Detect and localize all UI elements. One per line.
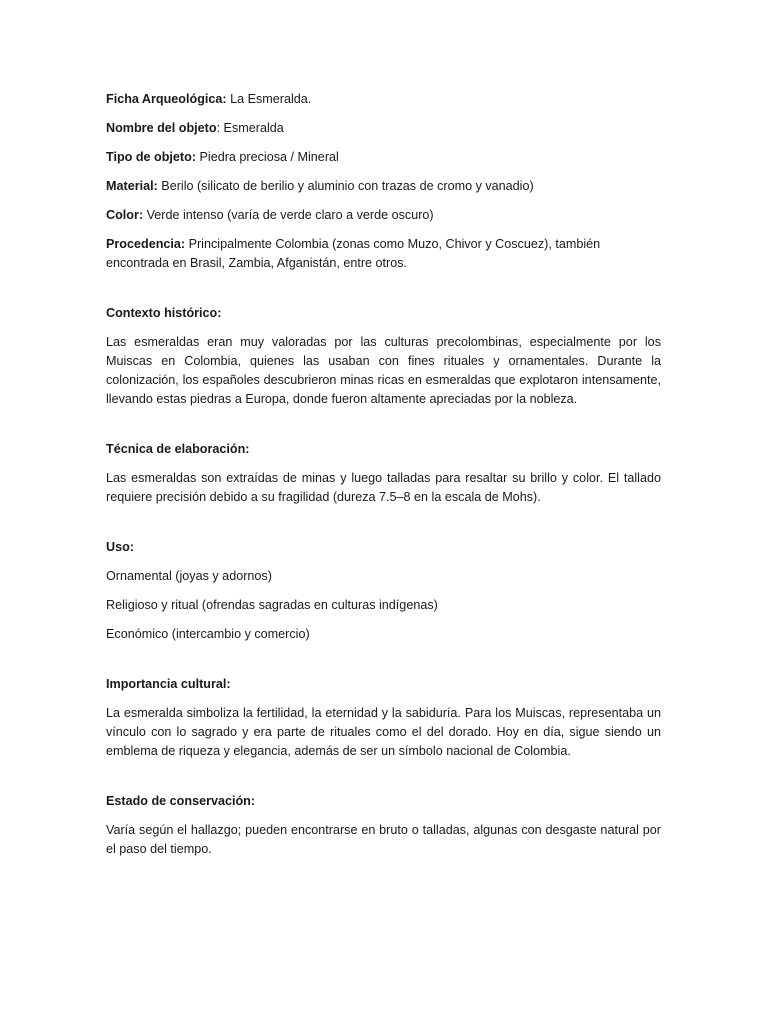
document-page (106, 90, 661, 869)
field-material (106, 177, 661, 196)
section-text-tecnica: Las esmeraldas son extraídas de minas y luego talladas para resaltar su brillo y color. El tallado requiere precisión debido a su fragilidad (dureza 7.5–8 en la escala de Mohs). (106, 471, 661, 504)
section-heading-uso: Uso: (106, 540, 134, 554)
section-heading-importancia: Importancia cultural: (106, 677, 231, 691)
uso-item: Religioso y ritual (ofrendas sagradas en culturas indígenas) (106, 598, 438, 612)
field-ficha (106, 90, 661, 109)
field-procedencia (106, 235, 661, 273)
field-label: Color: (106, 208, 144, 222)
field-label: Ficha Arqueológica: (106, 92, 227, 106)
section-heading-contexto: Contexto histórico: (106, 306, 222, 320)
field-label: Tipo de objeto: (106, 150, 197, 164)
section-text-importancia: La esmeralda simboliza la fertilidad, la eternidad y la sabiduría. Para los Muiscas, representaba un vínculo con lo sagrado y era parte de rituales como el del dorado. Hoy en día, sigue siendo un emblema de riqueza y elegancia, además de ser un símbolo nacional de Colombia. (106, 706, 661, 758)
field-tipo (106, 148, 661, 167)
field-color (106, 206, 661, 225)
spacer (106, 283, 661, 304)
field-value: La Esmeralda. (226, 92, 312, 106)
uso-item: Ornamental (joyas y adornos) (106, 569, 272, 583)
uso-item: Económico (intercambio y comercio) (106, 627, 310, 641)
field-label: Procedencia: (106, 237, 186, 251)
section-text-contexto: Las esmeraldas eran muy valoradas por las culturas precolombinas, especialmente por los Muiscas en Colombia, quienes las usaban con fines rituales y ornamentales. Durante la colonización, los españoles descubrieron minas ricas en esmeraldas que explotaron intensamente, llevando estas piedras a Europa, donde fueron altamente apreciadas por la nobleza. (106, 335, 661, 406)
field-value: Principalmente Colombia (zonas como Muzo, Chivor y Coscuez), también encontrada en Brasil, Zambia, Afganistán, entre otros. (106, 237, 601, 270)
spacer (106, 654, 661, 675)
field-value: Berilo (silicato de berilio y aluminio con trazas de cromo y vanadio) (157, 179, 534, 193)
spacer (106, 419, 661, 440)
field-value: : Esmeralda (216, 121, 284, 135)
field-nombre (106, 119, 661, 138)
field-value: Verde intenso (varía de verde claro a verde oscuro) (143, 208, 434, 222)
field-label: Material: (106, 179, 158, 193)
field-value: Piedra preciosa / Mineral (196, 150, 339, 164)
section-text-estado: Varía según el hallazgo; pueden encontrarse en bruto o talladas, algunas con desgaste natural por el paso del tiempo. (106, 823, 661, 856)
section-heading-estado: Estado de conservación: (106, 794, 256, 808)
field-label: Nombre del objeto (106, 121, 217, 135)
spacer (106, 771, 661, 792)
section-heading-tecnica: Técnica de elaboración: (106, 442, 250, 456)
spacer (106, 517, 661, 538)
